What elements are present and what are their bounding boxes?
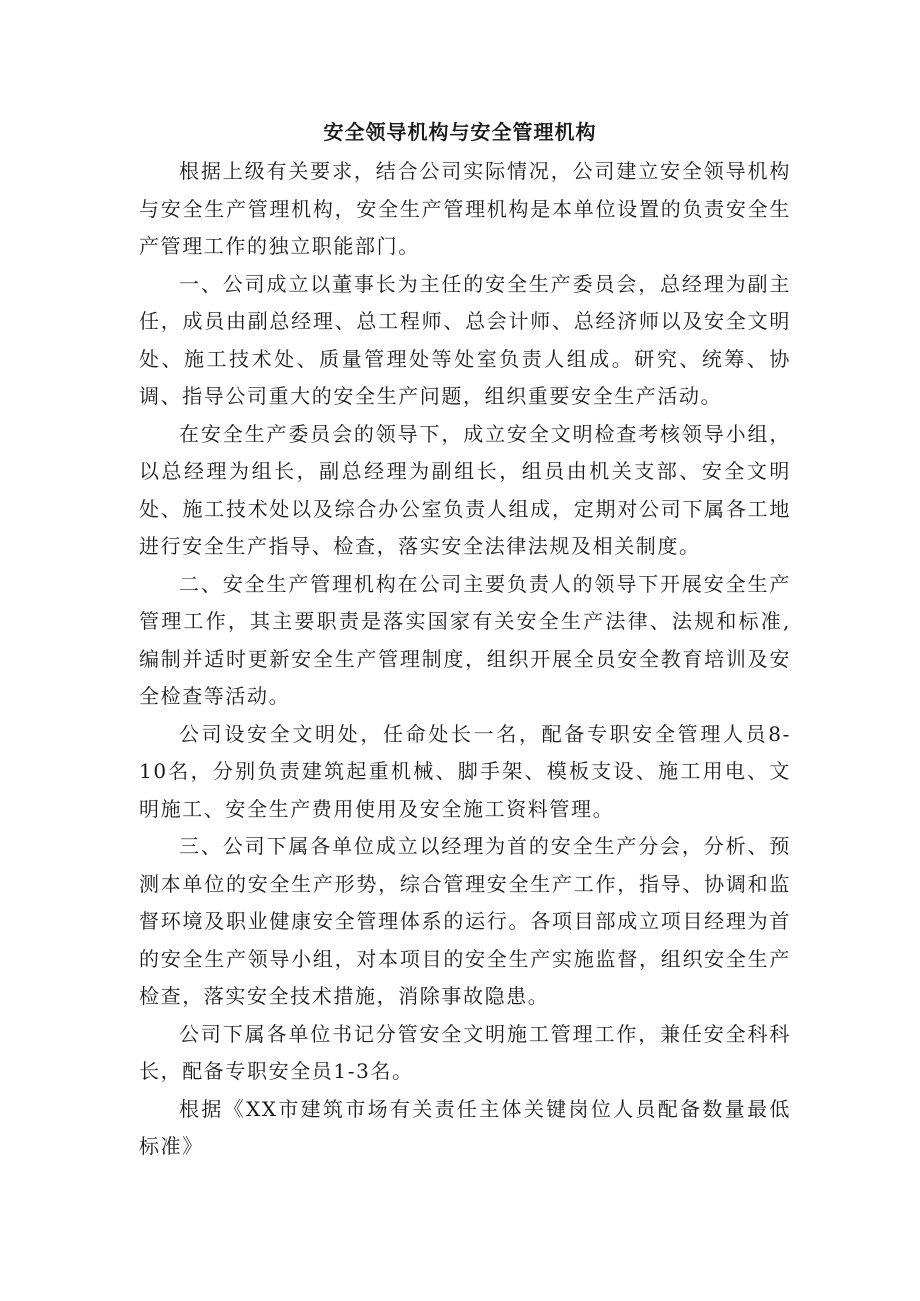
- paragraph-section-three: 三、公司下属各单位成立以经理为首的安全生产分会，分析、预测本单位的安全生产形势，综合管理安全生产工作，指导、协调和监督环境及职业健康安全管理体系的运行。各项目部成立项目经理为首的安全生产领导小组，对本项目的安全生产实施监督，组织安全生产检查，落实安全技术措施，消除事故隐患。: [139, 834, 791, 1008]
- document-body: [139, 153, 791, 1166]
- paragraph-safety-office: 公司设安全文明处，任命处长一名，配备专职安全管理人员8-10名，分别负责建筑起重机械、脚手架、模板支设、施工用电、文明施工、安全生产费用使用及安全施工资料管理。: [139, 721, 791, 821]
- paragraph-standard-reference: 根据《XX市建筑市场有关责任主体关键岗位人员配备数量最低标准》: [139, 1096, 791, 1158]
- paragraph-inspection-group: 在安全生产委员会的领导下，成立安全文明检查考核领导小组，以总经理为组长，副总经理为副组长，组员由机关支部、安全文明处、施工技术处以及综合办公室负责人组成，定期对公司下属各工地进行安全生产指导、检查，落实安全法律法规及相关制度。: [139, 421, 791, 558]
- paragraph-intro: 根据上级有关要求，结合公司实际情况，公司建立安全领导机构与安全生产管理机构，安全生产管理机构是本单位设置的负责安全生产管理工作的独立职能部门。: [139, 159, 791, 258]
- paragraph-section-one: 一、公司成立以董事长为主任的安全生产委员会，总经理为副主任，成员由副总经理、总工程师、总会计师、总经济师以及安全文明处、施工技术处、质量管理处等处室负责人组成。研究、统筹、协调、指导公司重大的安全生产问题，组织重要安全生产活动。: [139, 271, 791, 408]
- document-title: 安全领导机构与安全管理机构: [323, 120, 597, 144]
- paragraph-section-two: 二、安全生产管理机构在公司主要负责人的领导下开展安全生产管理工作，其主要职责是落实国家有关安全生产法律、法规和标准,编制并适时更新安全生产管理制度，组织开展全员安全教育培训及安全检查等活动。: [139, 571, 791, 708]
- paragraph-secretary: 公司下属各单位书记分管安全文明施工管理工作，兼任安全科科长，配备专职安全员1-3名。: [139, 1021, 791, 1083]
